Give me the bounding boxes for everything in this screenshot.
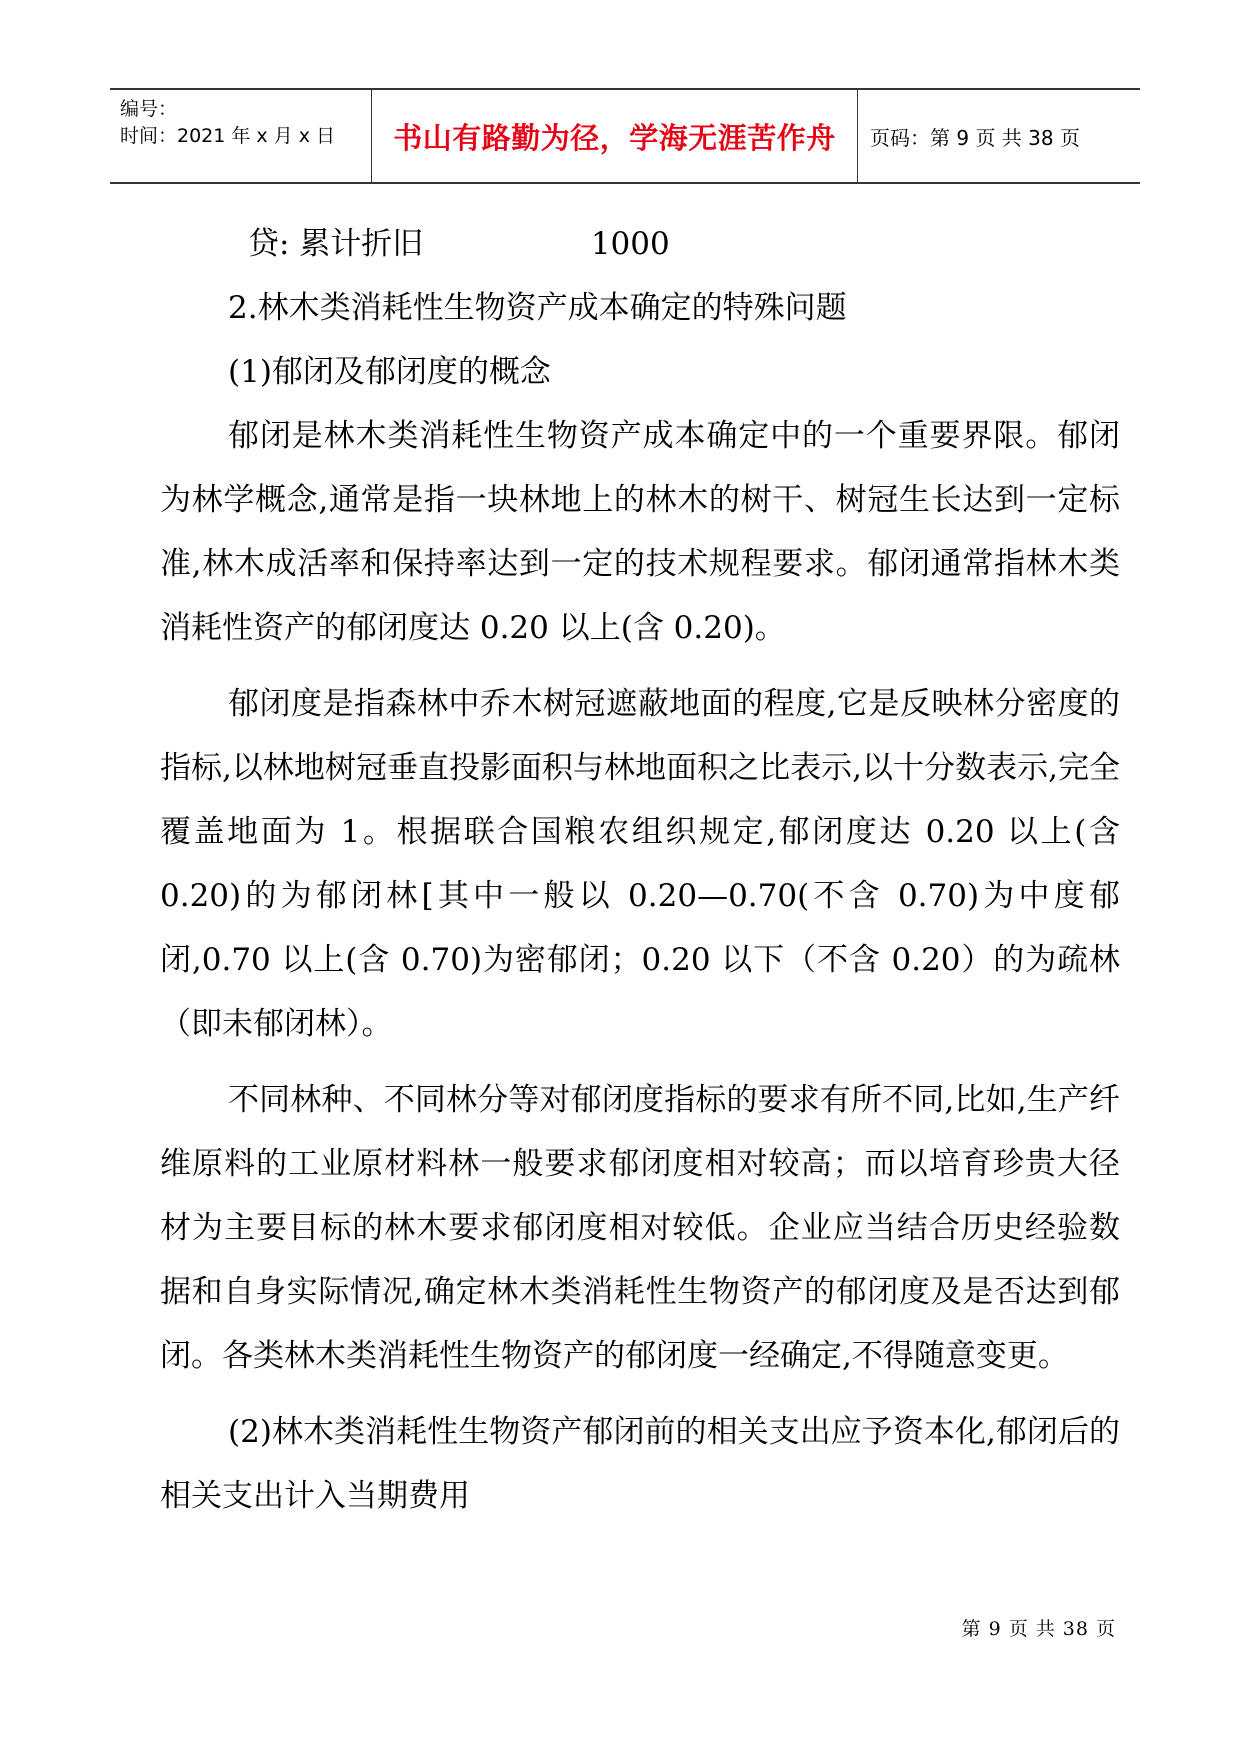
page-header — [110, 88, 1140, 184]
section-heading: 2.林木类消耗性生物资产成本确定的特殊问题 — [228, 290, 847, 326]
subsection-heading: (2)林木类消耗性生物资产郁闭前的相关支出应予资本化,郁闭后的相关支出计入当期费用 — [160, 1414, 1120, 1514]
header-page-info: 页码：第 9 页 共 38 页 — [870, 125, 1080, 150]
document-number-label: 编号： — [120, 98, 178, 120]
header-meta — [110, 90, 372, 182]
document-body — [160, 212, 1130, 1528]
page-footer: 第 9 页 共 38 页 — [961, 1618, 1116, 1640]
header-motto: 书山有路勤为径，学海无涯苦作舟 — [372, 90, 858, 182]
subsection-heading: (1)郁闭及郁闭度的概念 — [228, 354, 551, 390]
document-date-label: 时间：2021 年 x 月 x 日 — [120, 125, 336, 147]
body-paragraph: 郁闭度是指森林中乔木树冠遮蔽地面的程度,它是反映林分密度的指标,以林地树冠垂直投影面积与林地面积之比表示,以十分数表示,完全覆盖地面为 1。根据联合国粮农组织规定,郁闭度达 0.20 以上(含 0.20)的为郁闭林[其中一般以 0.20—0.70(不含 0.70)为中度郁闭,0.70 以上(含 0.70)为密郁闭；0.20 以下（不含 0.20）的为疏林（即未郁闭林）。 — [160, 686, 1130, 1042]
body-paragraph: 不同林种、不同林分等对郁闭度指标的要求有所不同,比如,生产纤维原料的工业原材料林一般要求郁闭度相对较高；而以培育珍贵大径材为主要目标的林木要求郁闭度相对较低。企业应当结合历史经验数据和自身实际情况,确定林木类消耗性生物资产的郁闭度及是否达到郁闭。各类林木类消耗性生物资产的郁闭度一经确定,不得随意变更。 — [160, 1082, 1120, 1374]
body-paragraph: 郁闭是林木类消耗性生物资产成本确定中的一个重要界限。郁闭为林学概念,通常是指一块林地上的林木的树干、树冠生长达到一定标准,林木成活率和保持率达到一定的技术规程要求。郁闭通常指林木类消耗性资产的郁闭度达 0.20 以上(含 0.20)。 — [160, 418, 1120, 646]
journal-entry-credit-line: 贷: 累计折旧 1000 — [248, 226, 670, 262]
